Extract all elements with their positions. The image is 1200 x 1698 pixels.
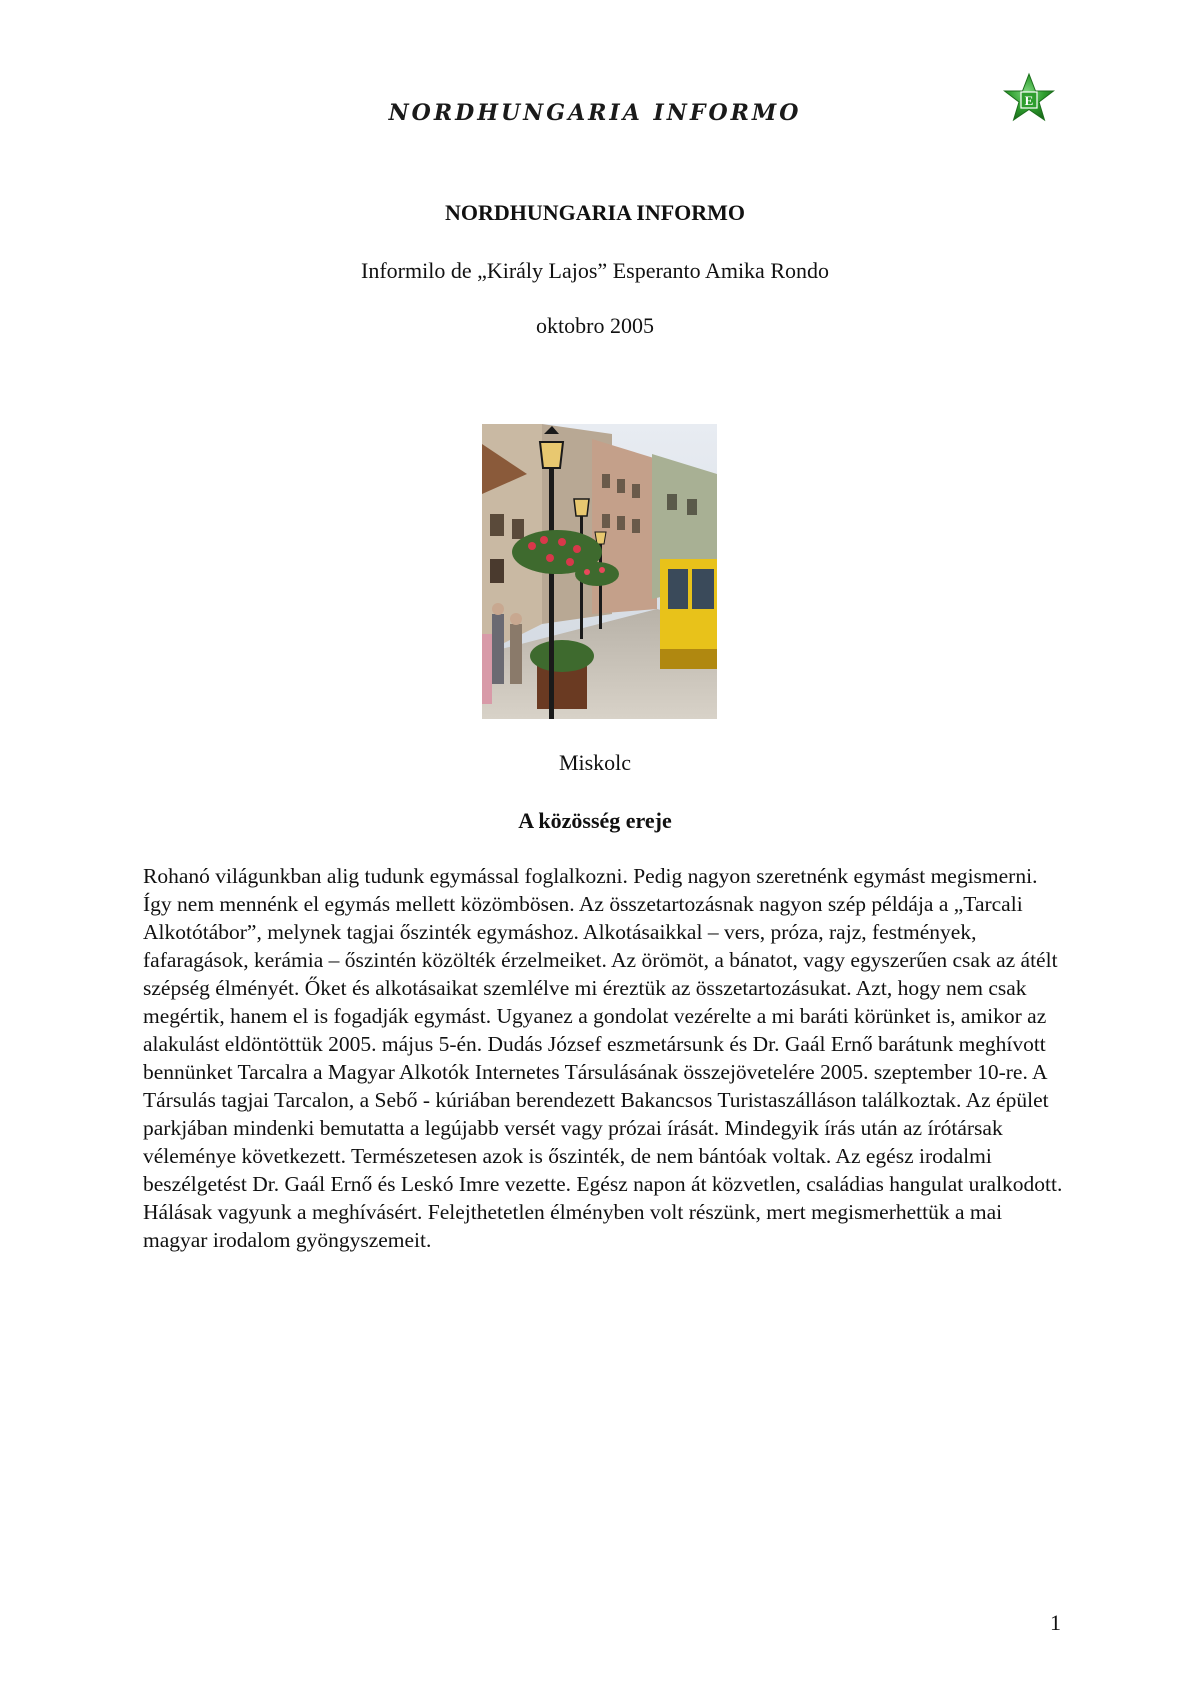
document-subtitle: Informilo de „Király Lajos” Esperanto Amika Rondo — [361, 258, 829, 283]
article-title: A közösség ereje — [518, 808, 672, 833]
esperanto-star-icon — [1002, 72, 1056, 126]
photo-caption: Miskolc — [558, 750, 632, 775]
document-date: oktobro 2005 — [536, 313, 654, 338]
document-title: NORDHUNGARIA INFORMO — [444, 200, 746, 225]
page-number: 1 — [1050, 1610, 1061, 1635]
article-body: Rohanó világunkban alig tudunk egymással foglalkozni. Pedig nagyon szeretnénk egymást megismerni. Így nem mennénk el egymás mellett közömbösen. Az összetartozásnak nagyon szép példája a „Tarcali Alkotótábor”, melynek tagjai őszinték egymáshoz. Alkotásaikkal – vers, próza, rajz, festmények, fafaragások, kerámia – őszintén közölték érzelmeiket. Az örömöt, a bánatot, vagy egyszerűen csak az átélt szépség élményét. Őket és alkotásaikat szemlélve mi éreztük az összetartozásukat. Azt, hogy nem csak megértik, hanem el is fogadják egymást. Ugyanez a gondolat vezérelte a mi baráti körünket is, amikor az alakulást eldöntöttük 2005. május 5-én. Dudás József eszmetársunk és Dr. Gaál Ernő barátunk meghívott bennünket Tarcalra a Magyar Alkotók Internetes Társulásának összejövetelére 2005. szeptember 10-re. A Társulás tagjai Tarcalon, a Sebő - kúriában berendezett Bakancsos Turistaszálláson találkoztak. Az épület parkjában mindenki bemutatta a legújabb versét vagy prózai írását. Mindegyik írás után az írótársak véleménye következett. Természetesen azok is őszinték, de nem bántóak voltak. Az egész irodalmi beszélgetést Dr. Gaál Ernő és Leskó Imre vezette. Egész napon át közvetlen, családias hangulat uralkodott. Hálásak vagyunk a meghívásért. Felejthetetlen élményben volt részünk, mert megismerhettük a mai magyar irodalom gyöngyszemeit. — [143, 864, 1063, 1252]
street-photo — [482, 424, 717, 719]
running-header-title: NORDHUNGARIA INFORMO — [388, 100, 802, 126]
logo-letter: E — [1024, 93, 1034, 108]
